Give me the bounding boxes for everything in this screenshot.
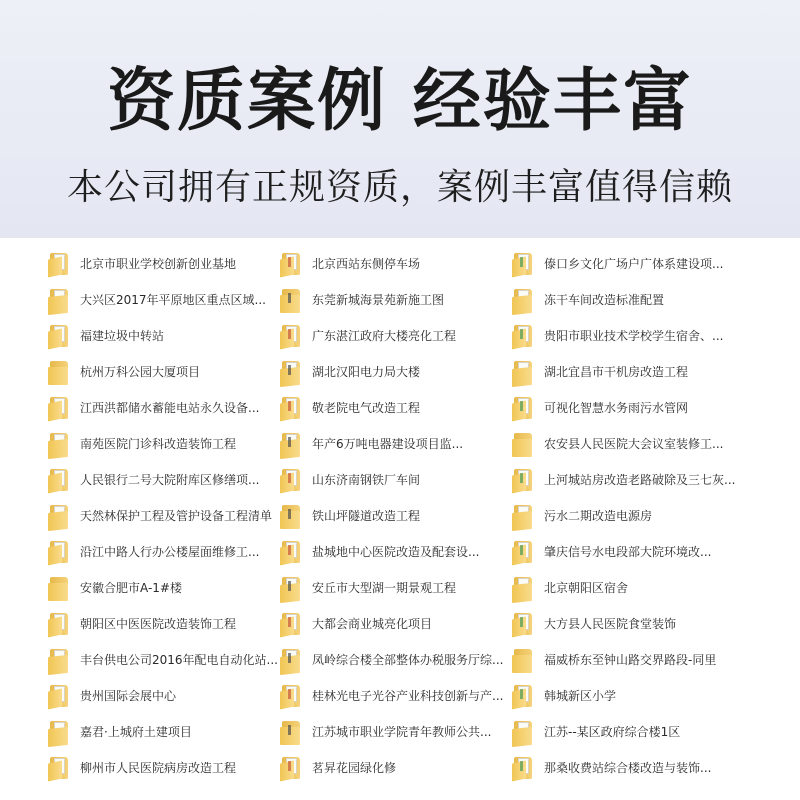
folder-icon [280, 251, 302, 277]
file-name: 朝阳区中医医院改造装饰工程 [80, 617, 237, 631]
file-name: 茗昇花园绿化修 [312, 761, 397, 775]
file-item[interactable] [512, 714, 752, 750]
file-name: 铁山坪隧道改造工程 [312, 509, 421, 523]
file-name: 南苑医院门诊科改造装饰工程 [80, 437, 237, 451]
file-name: 傣口乡文化广场户广体系建设项... [544, 257, 724, 271]
file-name: 安徽合肥市A-1#楼 [80, 581, 182, 595]
file-item[interactable] [48, 606, 288, 642]
file-item[interactable] [512, 678, 752, 714]
file-column-3 [512, 244, 752, 800]
file-item[interactable] [48, 534, 288, 570]
file-item[interactable] [48, 570, 288, 606]
file-item[interactable] [512, 354, 752, 390]
file-column-2 [280, 244, 520, 800]
file-listing [34, 244, 764, 800]
file-name: 桂林光电子光谷产业科技创新与产... [312, 689, 504, 703]
file-item[interactable] [512, 642, 752, 678]
folder-icon [280, 467, 302, 493]
file-name: 大方县人民医院食堂装饰 [544, 617, 677, 631]
file-name: 山东济南钢铁厂车间 [312, 473, 421, 487]
file-name: 人民银行二号大院附库区修缮项... [80, 473, 260, 487]
file-name: 污水二期改造电源房 [544, 509, 653, 523]
folder-icon [48, 431, 70, 457]
file-name: 江西洪都储水蓄能电站永久设备... [80, 401, 260, 415]
file-item[interactable] [512, 318, 752, 354]
file-name: 北京市职业学校创新创业基地 [80, 257, 237, 271]
folder-icon [280, 503, 302, 529]
folder-icon [48, 251, 70, 277]
folder-icon [512, 575, 534, 601]
file-item[interactable] [280, 390, 520, 426]
folder-icon [512, 431, 534, 457]
folder-icon [48, 719, 70, 745]
file-name: 天然林保护工程及管护设备工程清单 [80, 509, 273, 523]
folder-icon [280, 719, 302, 745]
file-item[interactable] [48, 714, 288, 750]
file-name: 嘉君·上城府土建项目 [80, 725, 192, 739]
folder-icon [48, 683, 70, 709]
file-name: 杭州万科公园大厦项目 [80, 365, 201, 379]
file-item[interactable] [280, 678, 520, 714]
file-item[interactable] [512, 498, 752, 534]
file-item[interactable] [48, 354, 288, 390]
file-name: 年产6万吨电器建设项目监... [312, 437, 464, 451]
folder-icon [48, 359, 70, 385]
file-name: 肇庆信号水电段部大院环境改... [544, 545, 712, 559]
file-name: 可视化智慧水务雨污水管网 [544, 401, 689, 415]
file-name: 湖北宜昌市干机房改造工程 [544, 365, 689, 379]
file-item[interactable] [280, 498, 520, 534]
file-name: 大都会商业城亮化项目 [312, 617, 433, 631]
file-item[interactable] [280, 462, 520, 498]
folder-icon [280, 323, 302, 349]
folder-icon [280, 359, 302, 385]
file-item[interactable] [48, 426, 288, 462]
file-item[interactable] [512, 390, 752, 426]
file-name: 江苏--某区政府综合楼1区 [544, 725, 681, 739]
banner-subline: 本公司拥有正规资质，案例丰富值得信赖 [66, 167, 733, 208]
file-item[interactable] [48, 498, 288, 534]
folder-icon [48, 755, 70, 781]
file-name: 福威桥东至钟山路交界路段-同里 [544, 653, 717, 667]
file-name: 大兴区2017年平原地区重点区域... [80, 293, 266, 307]
file-item[interactable] [512, 282, 752, 318]
file-name: 北京朝阳区宿舍 [544, 581, 629, 595]
folder-icon [280, 539, 302, 565]
file-name: 江苏城市职业学院青年教师公共... [312, 725, 492, 739]
folder-icon [512, 503, 534, 529]
folder-icon [280, 611, 302, 637]
file-name: 福建垃圾中转站 [80, 329, 165, 343]
file-item[interactable] [280, 282, 520, 318]
folder-icon [512, 539, 534, 565]
folder-icon [48, 395, 70, 421]
file-name: 沿江中路人行办公楼屋面维修工... [80, 545, 260, 559]
folder-icon [512, 467, 534, 493]
folder-icon [48, 611, 70, 637]
file-item[interactable] [512, 606, 752, 642]
promo-banner [0, 0, 800, 238]
file-name: 东莞新城海景苑新施工图 [312, 293, 445, 307]
folder-icon [512, 683, 534, 709]
file-column-1 [48, 244, 288, 800]
folder-icon [512, 395, 534, 421]
file-name: 贵州国际会展中心 [80, 689, 177, 703]
file-item[interactable] [48, 246, 288, 282]
folder-icon [280, 395, 302, 421]
file-item[interactable] [280, 246, 520, 282]
folder-icon [48, 575, 70, 601]
folder-icon [512, 755, 534, 781]
folder-icon [48, 503, 70, 529]
file-item[interactable] [512, 246, 752, 282]
folder-icon [512, 359, 534, 385]
file-name: 贵阳市职业技术学校学生宿舍、... [544, 329, 724, 343]
file-item[interactable] [280, 318, 520, 354]
folder-icon [512, 647, 534, 673]
file-item[interactable] [512, 426, 752, 462]
file-name: 广东湛江政府大楼亮化工程 [312, 329, 457, 343]
file-item[interactable] [512, 570, 752, 606]
file-item[interactable] [280, 714, 520, 750]
file-name: 凤岭综合楼全部整体办税服务厅综... [312, 653, 504, 667]
file-name: 农安县人民医院大会议室装修工... [544, 437, 724, 451]
file-name: 冻干车间改造标准配置 [544, 293, 665, 307]
folder-icon [280, 683, 302, 709]
file-name: 柳州市人民医院病房改造工程 [80, 761, 237, 775]
folder-icon [512, 251, 534, 277]
folder-icon [512, 611, 534, 637]
folder-icon [280, 647, 302, 673]
file-item[interactable] [280, 570, 520, 606]
file-item[interactable] [280, 534, 520, 570]
file-name: 丰台供电公司2016年配电自动化站... [80, 653, 278, 667]
file-item[interactable] [48, 318, 288, 354]
file-item[interactable] [48, 642, 288, 678]
file-item[interactable] [280, 354, 520, 390]
folder-icon [48, 287, 70, 313]
file-name: 安丘市大型湖一期景观工程 [312, 581, 457, 595]
file-item[interactable] [280, 606, 520, 642]
folder-icon [48, 323, 70, 349]
file-item[interactable] [512, 462, 752, 498]
file-item[interactable] [280, 426, 520, 462]
folder-icon [280, 431, 302, 457]
file-name: 湖北汉阳电力局大楼 [312, 365, 421, 379]
file-item[interactable] [512, 750, 752, 786]
folder-icon [512, 287, 534, 313]
folder-icon [280, 287, 302, 313]
file-item[interactable] [280, 642, 520, 678]
folder-icon [48, 647, 70, 673]
file-item[interactable] [48, 750, 288, 786]
file-item[interactable] [48, 678, 288, 714]
file-item[interactable] [48, 282, 288, 318]
file-item[interactable] [280, 750, 520, 786]
file-item[interactable] [48, 462, 288, 498]
file-name: 盐城地中心医院改造及配套设... [312, 545, 480, 559]
folder-icon [512, 323, 534, 349]
file-name: 那桑收费站综合楼改造与装饰... [544, 761, 712, 775]
folder-icon [48, 539, 70, 565]
file-name: 北京西站东侧停车场 [312, 257, 421, 271]
file-name: 敬老院电气改造工程 [312, 401, 421, 415]
file-item[interactable] [48, 390, 288, 426]
file-name: 上河城站房改造老路破除及三七灰... [544, 473, 736, 487]
folder-icon [280, 755, 302, 781]
file-name: 韩城新区小学 [544, 689, 617, 703]
banner-headline: 资质案例 经验丰富 [107, 62, 693, 141]
folder-icon [48, 467, 70, 493]
folder-icon [280, 575, 302, 601]
file-item[interactable] [512, 534, 752, 570]
folder-icon [512, 719, 534, 745]
